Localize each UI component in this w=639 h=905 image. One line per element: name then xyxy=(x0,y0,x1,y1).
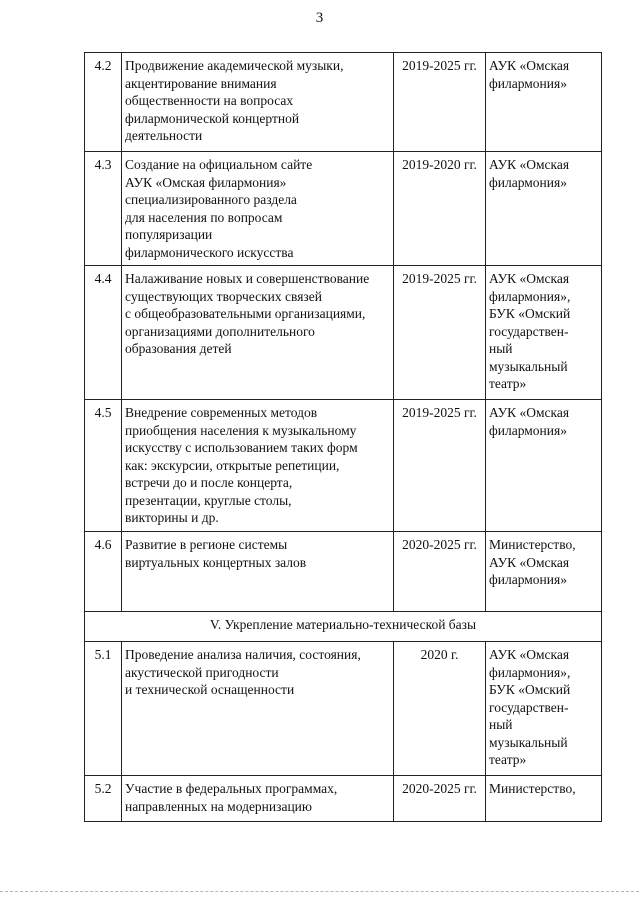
table-row xyxy=(85,776,602,822)
responsible-executor: АУК «Омская филармония» xyxy=(486,53,602,152)
execution-period: 2020-2025 гг. xyxy=(394,532,486,612)
table-row xyxy=(85,400,602,532)
item-number: 5.1 xyxy=(85,642,122,776)
table-row xyxy=(85,266,602,400)
responsible-executor: АУК «Омская филармония» xyxy=(486,152,602,266)
execution-period: 2019-2025 гг. xyxy=(394,266,486,400)
measure-description: Продвижение академической музыки, акцентирование внимания общественности на вопросах филармонической концертной деятельности xyxy=(122,53,394,152)
responsible-executor: АУК «Омская филармония», БУК «Омский государствен- ный музыкальный театр» xyxy=(486,266,602,400)
section-title: V. Укрепление материально-технической базы xyxy=(85,612,602,642)
responsible-executor: АУК «Омская филармония» xyxy=(486,400,602,532)
item-number: 4.3 xyxy=(85,152,122,266)
measure-description: Развитие в регионе системы виртуальных концертных залов xyxy=(122,532,394,612)
table-row xyxy=(85,642,602,776)
measure-description: Участие в федеральных программах, направленных на модернизацию xyxy=(122,776,394,822)
responsible-executor: АУК «Омская филармония», БУК «Омский государствен- ный музыкальный театр» xyxy=(486,642,602,776)
execution-period: 2019-2020 гг. xyxy=(394,152,486,266)
table-row xyxy=(85,532,602,612)
table-row xyxy=(85,53,602,152)
item-number: 4.5 xyxy=(85,400,122,532)
section-row xyxy=(85,612,602,642)
measure-description: Налаживание новых и совершенствование существующих творческих связей с общеобразовательными организациями, организациями дополнительного образования детей xyxy=(122,266,394,400)
action-plan-table xyxy=(84,52,602,822)
execution-period: 2020-2025 гг. xyxy=(394,776,486,822)
page-bottom-divider xyxy=(0,891,639,892)
execution-period: 2019-2025 гг. xyxy=(394,53,486,152)
item-number: 5.2 xyxy=(85,776,122,822)
responsible-executor: Министерство, АУК «Омская филармония» xyxy=(486,532,602,612)
item-number: 4.2 xyxy=(85,53,122,152)
execution-period: 2019-2025 гг. xyxy=(394,400,486,532)
page-number: 3 xyxy=(315,10,324,26)
table-row xyxy=(85,152,602,266)
measure-description: Создание на официальном сайте АУК «Омская филармония» специализированного раздела для населения по вопросам популяризации филармонического искусства xyxy=(122,152,394,266)
item-number: 4.4 xyxy=(85,266,122,400)
measure-description: Внедрение современных методов приобщения населения к музыкальному искусству с использованием таких форм как: экскурсии, открытые репетиции, встречи до и после концерта, презентации, круглые столы, викторины и др. xyxy=(122,400,394,532)
item-number: 4.6 xyxy=(85,532,122,612)
execution-period: 2020 г. xyxy=(394,642,486,776)
measure-description: Проведение анализа наличия, состояния, акустической пригодности и технической оснащенности xyxy=(122,642,394,776)
responsible-executor: Министерство, xyxy=(486,776,602,822)
